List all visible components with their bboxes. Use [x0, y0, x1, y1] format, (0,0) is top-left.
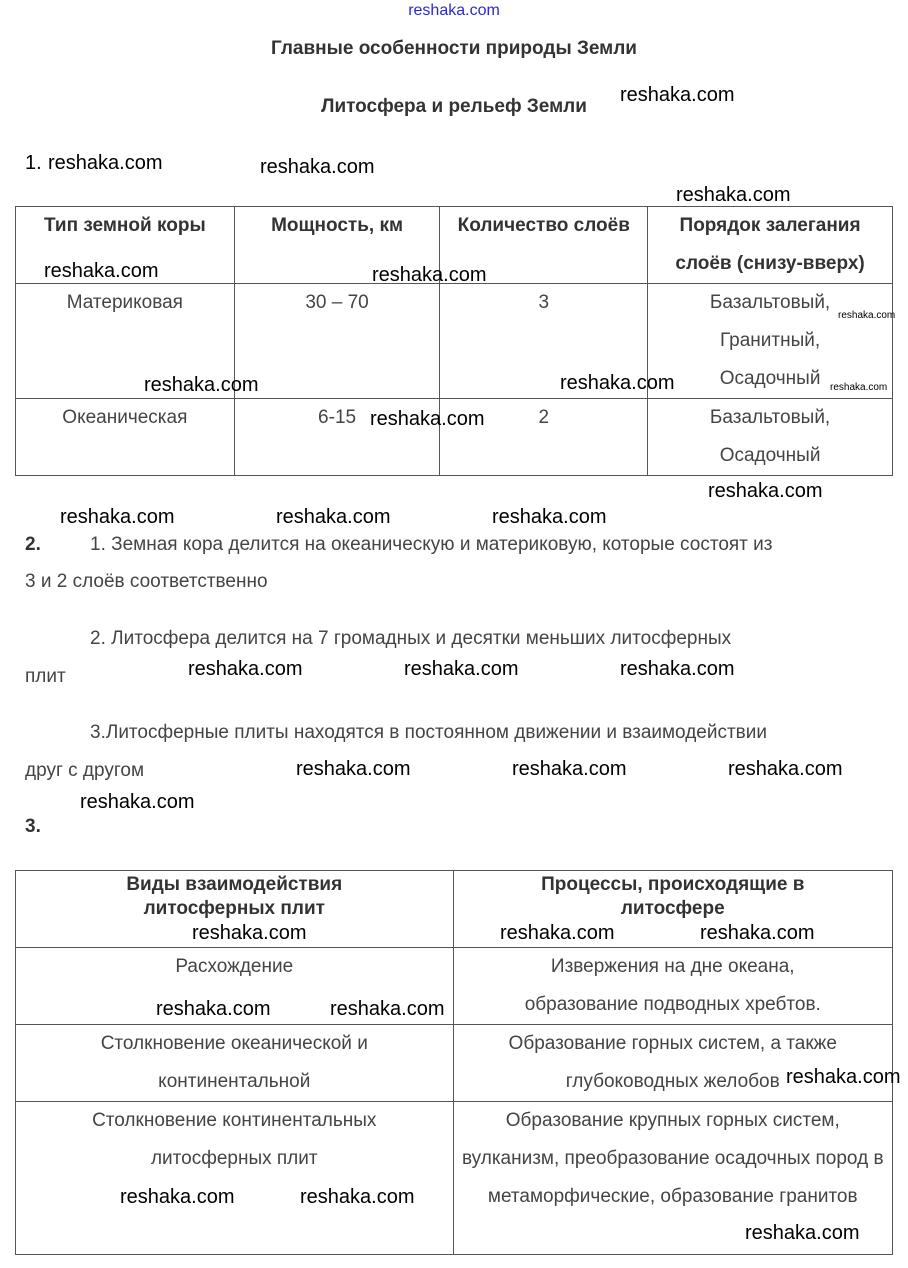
watermark: reshaka.com: [156, 998, 271, 1020]
header-cell: Мощность, км: [234, 207, 440, 284]
watermark: reshaka.com: [728, 758, 843, 780]
page-title: Главные особенности природы Земли: [271, 38, 637, 59]
table-cell: Расхождение: [16, 948, 454, 1025]
watermark: reshaka.com: [560, 372, 675, 394]
watermark: reshaka.com: [372, 264, 487, 286]
header-cell: Порядок залегания слоёв (снизу-вверх): [648, 207, 893, 284]
watermark: reshaka.com: [512, 758, 627, 780]
table-cell: Столкновение океанической и континентальной: [16, 1025, 454, 1102]
watermark: reshaka.com: [404, 658, 519, 680]
watermark: reshaka.com: [300, 1186, 415, 1208]
watermark: reshaka.com: [330, 998, 445, 1020]
watermark: reshaka.com: [700, 922, 815, 944]
crust-table: [15, 206, 896, 476]
watermark: reshaka.com: [120, 1186, 235, 1208]
list-item-line: 3 и 2 слоёв соответственно: [25, 571, 268, 592]
watermark: reshaka.com: [60, 506, 175, 528]
watermark: reshaka.com: [188, 658, 303, 680]
table-cell: Материковая: [16, 284, 235, 399]
list-item-line: 3.Литосферные плиты находятся в постоянном движении и взаимодействии: [90, 722, 767, 743]
table-cell: Базальтовый, Осадочный: [648, 399, 893, 476]
header-cell: Тип земной коры: [16, 207, 235, 284]
watermark: reshaka.com: [676, 184, 791, 206]
watermark: reshaka.com: [745, 1222, 860, 1244]
section-1-label: 1.: [25, 152, 42, 174]
watermark: reshaka.com: [786, 1066, 901, 1088]
table-cell: Извержения на дне океана, образование подводных хребтов.: [453, 948, 892, 1025]
watermark: reshaka.com: [708, 480, 823, 502]
table-cell: Образование крупных горных систем, вулканизм, преобразование осадочных пород в метаморфические, образование гранитов: [453, 1102, 892, 1255]
watermark: reshaka.com: [838, 310, 896, 321]
table-cell: Столкновение континентальных литосферных плит: [16, 1102, 454, 1255]
watermark: reshaka.com: [276, 506, 391, 528]
watermark: reshaka.com: [620, 84, 735, 106]
watermark: reshaka.com: [44, 260, 159, 282]
table-row: [16, 1025, 893, 1102]
header-cell: Количество слоёв: [440, 207, 648, 284]
watermark: reshaka.com: [370, 408, 485, 430]
list-item-line: плит: [25, 666, 66, 687]
table-cell: 6-15: [234, 399, 440, 476]
watermark: reshaka.com: [620, 658, 735, 680]
section-3-label: 3.: [25, 816, 41, 837]
section-2-label: 2.: [25, 534, 41, 555]
header-cell: Процессы, происходящие в литосфере: [453, 871, 892, 948]
list-item-line: 1. Земная кора делится на океаническую и материковую, которые состоят из: [90, 534, 773, 555]
table-cell: 3: [440, 284, 648, 399]
watermark: reshaka.com: [830, 382, 888, 393]
header-cell: Виды взаимодействия литосферных плит: [16, 871, 454, 948]
table-row: [16, 948, 893, 1025]
table-cell: Базальтовый, Гранитный, Осадочный: [648, 284, 893, 399]
list-item-line: 2. Литосфера делится на 7 громадных и десятки меньших литосферных: [90, 628, 732, 649]
page-subtitle: Литосфера и рельеф Земли: [321, 96, 587, 117]
watermark: reshaka.com: [492, 506, 607, 528]
table-cell: 30 – 70: [234, 284, 440, 399]
table-cell: 2: [440, 399, 648, 476]
watermark: reshaka.com: [296, 758, 411, 780]
watermark: reshaka.com: [48, 152, 163, 174]
list-item-line: друг с другом: [25, 760, 145, 781]
site-link[interactable]: reshaka.com: [408, 2, 500, 19]
table-cell: Океаническая: [16, 399, 235, 476]
table-cell: Образование горных систем, а также глубоководных желобов: [453, 1025, 892, 1102]
watermark: reshaka.com: [260, 156, 375, 178]
watermark: reshaka.com: [500, 922, 615, 944]
watermark: reshaka.com: [192, 922, 307, 944]
watermark: reshaka.com: [80, 791, 195, 813]
watermark: reshaka.com: [144, 374, 259, 396]
